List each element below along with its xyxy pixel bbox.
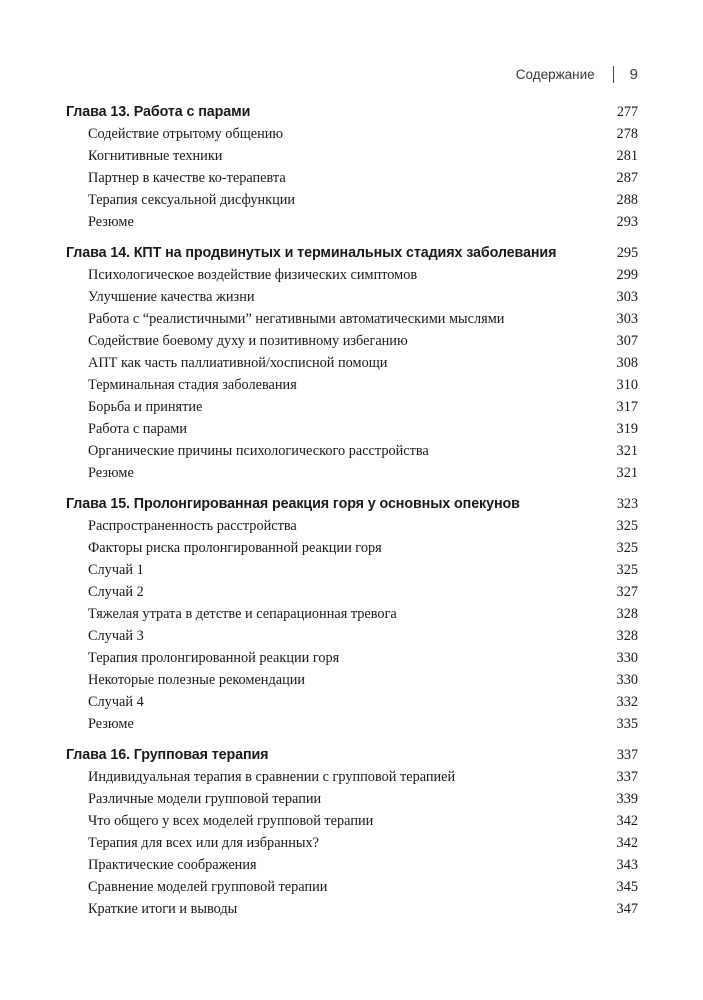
toc-entry-page-number: 308 [616, 355, 638, 371]
toc-entry [66, 647, 638, 669]
toc-entry-title: Партнер в качестве ко-терапевта [88, 170, 286, 186]
toc-entry [66, 713, 638, 735]
toc-entry-page-number: 310 [616, 377, 638, 393]
toc-entry [66, 374, 638, 396]
toc-entry [66, 537, 638, 559]
toc-entry [66, 211, 638, 233]
toc-entry-page-number: 303 [616, 311, 638, 327]
toc-entry [66, 462, 638, 484]
toc-entry-title: Различные модели групповой терапии [88, 791, 322, 807]
chapter-page-number: 277 [616, 104, 638, 120]
toc-entry [66, 440, 638, 462]
toc-entry-title: Терапия для всех или для избранных? [88, 835, 319, 851]
toc-entry [66, 669, 638, 691]
toc-entry [66, 515, 638, 537]
toc-entry-page-number: 347 [616, 901, 638, 917]
toc-entry-title: Содействие боевому духу и позитивному избеганию [88, 333, 408, 349]
toc-entry-title: Борьба и принятие [88, 399, 203, 415]
toc-entry-title: Резюме [88, 716, 134, 732]
toc-entry-page-number: 342 [616, 813, 638, 829]
toc-entry-page-number: 325 [616, 518, 638, 534]
toc-entry [66, 810, 638, 832]
toc-entry [66, 832, 638, 854]
toc-entry-page-number: 328 [616, 628, 638, 644]
chapter-title: Глава 15. Пролонгированная реакция горя у основных опекунов [66, 496, 520, 512]
toc-entry-title: Тяжелая утрата в детстве и сепарационная тревога [88, 606, 397, 622]
toc-entry-title: Работа с “реалистичными” негативными автоматическими мыслями [88, 311, 505, 327]
toc-entry-title: Резюме [88, 214, 134, 230]
table-of-contents [66, 101, 638, 929]
chapter-block [66, 242, 638, 484]
toc-entry [66, 854, 638, 876]
toc-entry [66, 330, 638, 352]
chapter-page-number: 337 [616, 747, 638, 763]
toc-entry-title: Что общего у всех моделей групповой терапии [88, 813, 374, 829]
toc-entry [66, 286, 638, 308]
toc-entry [66, 766, 638, 788]
toc-entry [66, 167, 638, 189]
section-title: Содержание [515, 67, 595, 82]
toc-entry [66, 691, 638, 713]
toc-entry-title: Содействие отрытому общению [88, 126, 284, 142]
toc-entry-page-number: 281 [616, 148, 638, 164]
toc-entry [66, 352, 638, 374]
toc-entry-title: Терапия пролонгированной реакции горя [88, 650, 340, 666]
toc-entry-page-number: 332 [616, 694, 638, 710]
toc-entry-title: Краткие итоги и выводы [88, 901, 238, 917]
chapter-block [66, 101, 638, 233]
toc-entry-title: Сравнение моделей групповой терапии [88, 879, 328, 895]
toc-entry [66, 559, 638, 581]
toc-entry-page-number: 342 [616, 835, 638, 851]
chapter-page-number: 295 [616, 245, 638, 261]
toc-entry-page-number: 325 [616, 562, 638, 578]
chapter-block [66, 493, 638, 735]
toc-entry-page-number: 335 [616, 716, 638, 732]
toc-entry-title: Некоторые полезные рекомендации [88, 672, 306, 688]
chapter-title: Глава 16. Групповая терапия [66, 747, 269, 763]
toc-entry-page-number: 278 [616, 126, 638, 142]
toc-entry-title: Распространенность расстройства [88, 518, 297, 534]
toc-entry [66, 264, 638, 286]
toc-entry [66, 396, 638, 418]
toc-entry-page-number: 288 [616, 192, 638, 208]
toc-entry-page-number: 293 [616, 214, 638, 230]
toc-entry-title: Случай 2 [88, 584, 144, 600]
toc-entry [66, 625, 638, 647]
toc-entry [66, 145, 638, 167]
toc-entry-page-number: 321 [616, 443, 638, 459]
toc-entry-page-number: 319 [616, 421, 638, 437]
toc-entry-page-number: 337 [616, 769, 638, 785]
running-header [516, 66, 638, 83]
chapter-heading [66, 242, 638, 264]
chapter-heading [66, 101, 638, 123]
toc-entry-title: Факторы риска пролонгированной реакции горя [88, 540, 382, 556]
page-number: 9 [629, 66, 638, 83]
chapter-heading [66, 493, 638, 515]
chapter-page-number: 323 [616, 496, 638, 512]
toc-entry-title: Работа с парами [88, 421, 187, 437]
chapter-block [66, 744, 638, 920]
toc-entry [66, 603, 638, 625]
toc-entry-page-number: 287 [616, 170, 638, 186]
toc-entry-title: Случай 4 [88, 694, 144, 710]
toc-entry-title: Практические соображения [88, 857, 257, 873]
toc-entry [66, 581, 638, 603]
toc-entry-title: Органические причины психологического расстройства [88, 443, 429, 459]
toc-entry-page-number: 330 [616, 650, 638, 666]
toc-entry-title: Терминальная стадия заболевания [88, 377, 297, 393]
toc-entry-page-number: 321 [616, 465, 638, 481]
toc-entry-page-number: 328 [616, 606, 638, 622]
chapter-heading [66, 744, 638, 766]
toc-entry [66, 418, 638, 440]
toc-entry-page-number: 303 [616, 289, 638, 305]
chapter-title: Глава 14. КПТ на продвинутых и терминальных стадиях заболевания [66, 245, 557, 261]
toc-entry-page-number: 345 [616, 879, 638, 895]
toc-entry-title: АПТ как часть паллиативной/хосписной помощи [88, 355, 388, 371]
toc-entry [66, 308, 638, 330]
toc-entry-page-number: 327 [616, 584, 638, 600]
toc-entry [66, 898, 638, 920]
toc-entry [66, 788, 638, 810]
toc-entry-page-number: 299 [616, 267, 638, 283]
toc-entry-page-number: 343 [616, 857, 638, 873]
toc-entry-title: Резюме [88, 465, 134, 481]
toc-entry [66, 123, 638, 145]
toc-entry-title: Индивидуальная терапия в сравнении с групповой терапией [88, 769, 456, 785]
toc-entry [66, 189, 638, 211]
toc-entry-page-number: 339 [616, 791, 638, 807]
toc-entry-title: Случай 1 [88, 562, 144, 578]
toc-entry-title: Улучшение качества жизни [88, 289, 255, 305]
toc-entry-page-number: 307 [616, 333, 638, 349]
toc-entry-title: Психологическое воздействие физических симптомов [88, 267, 418, 283]
toc-entry-page-number: 330 [616, 672, 638, 688]
toc-entry [66, 876, 638, 898]
toc-entry-title: Случай 3 [88, 628, 144, 644]
header-divider [613, 66, 614, 83]
chapter-title: Глава 13. Работа с парами [66, 104, 251, 120]
toc-entry-title: Когнитивные техники [88, 148, 223, 164]
toc-entry-page-number: 317 [616, 399, 638, 415]
toc-entry-title: Терапия сексуальной дисфункции [88, 192, 296, 208]
toc-entry-page-number: 325 [616, 540, 638, 556]
